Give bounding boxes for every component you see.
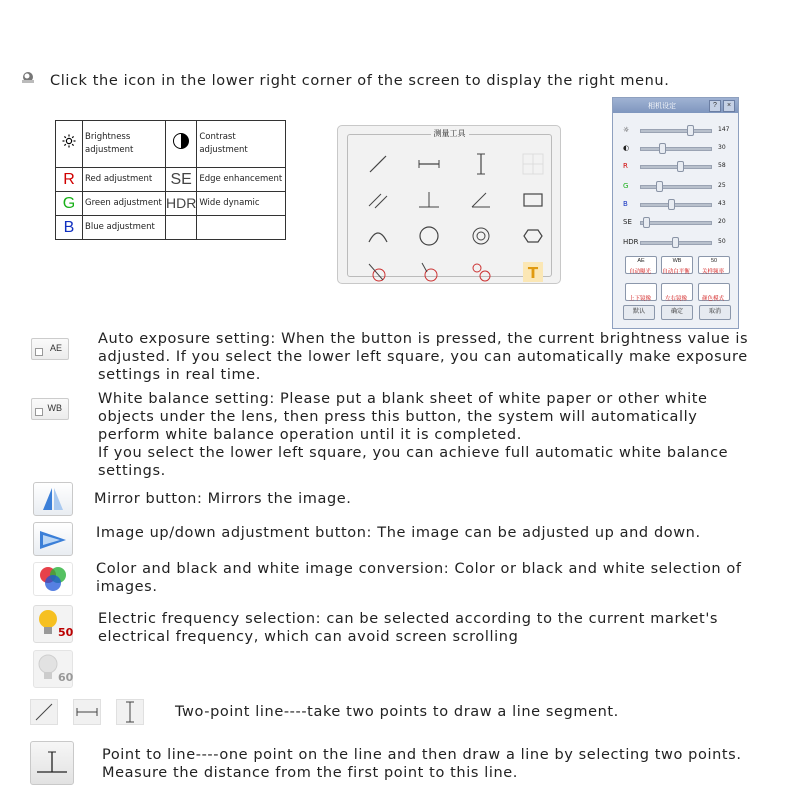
slider-thumb[interactable]	[672, 237, 679, 248]
mirror-description: Mirror button: Mirrors the image.	[94, 491, 352, 507]
freq-50-button[interactable]	[33, 605, 73, 643]
circle-tool-icon[interactable]	[416, 224, 442, 248]
slider-row	[623, 181, 735, 191]
camera-button-top: AE	[637, 258, 645, 264]
point-to-line-description: Point to line----one point on the line and then draw a line by selecting two points. Measure the distance from the first point to this line.	[102, 747, 742, 781]
two-point-description: Two-point line----take two points to draw a line segment.	[175, 704, 619, 720]
hdr-letter: HDR	[166, 191, 197, 215]
slider-track[interactable]	[640, 185, 712, 189]
slider-track[interactable]	[640, 165, 712, 169]
table-row	[56, 191, 286, 215]
wb-auto-checkbox[interactable]	[35, 408, 43, 416]
wb-description: White balance setting: Please put a blank sheet of white paper or other white objects under the lens, then press this button, the system will automatically perform white balance operation until it is completed. If you select the lower left square, you can achieve full automatic white balance settings.	[98, 391, 729, 479]
camera-button-label: 左右镜像	[664, 296, 687, 302]
point-to-line-icon	[31, 742, 73, 784]
ae-description: Auto exposure setting: When the button is pressed, the current brightness value is adjusted. If you select the lower left square, you can automatically make exposure settings in real time.	[98, 331, 749, 383]
slider-label: R	[623, 162, 628, 170]
cancel-button[interactable]: 取消	[699, 305, 731, 320]
slider-value: 25	[718, 182, 726, 189]
slider-label: ◐	[623, 144, 630, 152]
camera-button-label: 关样频率	[701, 269, 724, 275]
camera-button-top: 50	[710, 258, 718, 264]
slider-label: SE	[623, 218, 632, 226]
slider-track[interactable]	[640, 221, 712, 225]
camera-button-label: 上下镜像	[628, 296, 651, 302]
vertical-line-tool-icon[interactable]	[468, 152, 494, 176]
freq-description: Electric frequency selection: can be selected according to the current market's electrical frequency, which can avoid screen scrolling	[98, 611, 719, 645]
green-letter: G	[56, 191, 83, 215]
grid-tool-icon[interactable]	[520, 152, 546, 176]
default-button[interactable]: 默认	[623, 305, 655, 320]
intro-text: Click the icon in the lower right corner of the screen to display the right menu.	[50, 73, 670, 89]
slider-value: 30	[718, 144, 726, 151]
slider-thumb[interactable]	[687, 125, 694, 136]
text-tool-icon[interactable]	[520, 260, 546, 284]
slider-value: 20	[718, 218, 726, 225]
legend-label: Wide dynamic	[197, 191, 286, 215]
ae-auto-checkbox[interactable]	[35, 348, 43, 356]
updown-description: Image up/down adjustment button: The image can be adjusted up and down.	[96, 525, 701, 541]
line-tool-icon[interactable]	[30, 699, 58, 725]
legend-label: Green adjustment	[83, 191, 166, 215]
polygon-tool-icon[interactable]	[520, 224, 546, 248]
freq-60-label: 60	[58, 671, 74, 684]
freq-50-label: 50	[58, 626, 74, 639]
camera-settings-panel	[612, 97, 739, 329]
empty-cell	[197, 215, 286, 239]
slider-track[interactable]	[640, 129, 712, 133]
legend-label: Edge enhancement	[197, 167, 286, 191]
line-tool-icon[interactable]	[365, 152, 391, 176]
mirror-icon	[34, 483, 72, 515]
menu-toggle-icon[interactable]	[20, 70, 36, 84]
slider-row	[623, 237, 735, 247]
slider-label: ☼	[623, 126, 630, 134]
blue-letter: B	[56, 215, 83, 239]
measure-tools-frame	[347, 129, 552, 282]
slider-value: 147	[718, 126, 730, 133]
slider-label: G	[623, 182, 629, 190]
vertical-line-tool-icon[interactable]	[116, 699, 144, 725]
slider-row	[623, 143, 735, 153]
slider-thumb[interactable]	[659, 143, 666, 154]
color-mode-button[interactable]	[33, 562, 73, 596]
slider-track[interactable]	[640, 147, 712, 151]
table-row	[56, 215, 286, 239]
empty-cell	[166, 215, 197, 239]
table-row	[56, 167, 286, 191]
confirm-button[interactable]: 确定	[661, 305, 693, 320]
slider-label: B	[623, 200, 628, 208]
slider-row	[623, 161, 735, 171]
adjustment-legend-table	[55, 120, 286, 240]
camera-button-label: 自动白平衡	[662, 269, 690, 275]
measure-tools-panel	[337, 125, 561, 284]
slider-label: HDR	[623, 238, 639, 246]
slider-thumb[interactable]	[643, 217, 650, 228]
slider-value: 43	[718, 200, 726, 207]
camera-button-label: 颜色模式	[701, 296, 724, 302]
legend-label: Blue adjustment	[83, 215, 166, 239]
ae-button[interactable]	[31, 338, 69, 360]
flip-icon	[34, 523, 72, 555]
color-mode-icon	[34, 563, 72, 595]
table-row	[56, 121, 286, 168]
camera-settings-title: 相机设定	[648, 102, 676, 110]
point-to-line-button[interactable]	[30, 741, 74, 785]
brightness-icon	[56, 121, 83, 168]
mirror-button[interactable]	[33, 482, 73, 516]
parallel-line-tool-icon[interactable]	[365, 188, 391, 212]
camera-settings-header	[613, 98, 738, 113]
slider-row	[623, 199, 735, 209]
help-button[interactable]: ?	[709, 100, 721, 112]
horizontal-line-tool-icon[interactable]	[73, 699, 101, 725]
slider-value: 58	[718, 162, 726, 169]
slider-thumb[interactable]	[656, 181, 663, 192]
slider-row	[623, 217, 735, 227]
contrast-icon	[166, 121, 197, 168]
wb-button[interactable]	[31, 398, 69, 420]
updown-button[interactable]	[33, 522, 73, 556]
measure-tools-title: 测量工具	[431, 128, 469, 139]
circle-line-tool-icon[interactable]	[365, 260, 391, 284]
wb-button-label: WB	[47, 403, 62, 413]
camera-button-top: WB	[672, 258, 682, 264]
slider-thumb[interactable]	[668, 199, 675, 210]
arc-tool-icon[interactable]	[365, 224, 391, 248]
camera-button-label: 自动曝光	[628, 269, 651, 275]
two-circle-distance-tool-icon[interactable]	[468, 260, 494, 284]
legend-label: Brightness adjustment	[83, 121, 166, 168]
legend-label: Red adjustment	[83, 167, 166, 191]
angle-tool-icon[interactable]	[468, 188, 494, 212]
slider-track[interactable]	[640, 203, 712, 207]
slider-thumb[interactable]	[677, 161, 684, 172]
red-letter: R	[56, 167, 83, 191]
color-description: Color and black and white image conversion: Color or black and white selection of images.	[96, 561, 742, 595]
slider-row	[623, 125, 735, 135]
freq-60-button[interactable]	[33, 650, 73, 688]
concentric-circle-tool-icon[interactable]	[468, 224, 494, 248]
horizontal-line-tool-icon[interactable]	[416, 152, 442, 176]
close-button[interactable]: ×	[723, 100, 735, 112]
circle-point-tool-icon[interactable]	[416, 260, 442, 284]
legend-label: Contrast adjustment	[197, 121, 286, 168]
svg-text:T: T	[527, 264, 539, 282]
rectangle-tool-icon[interactable]	[520, 188, 546, 212]
se-letter: SE	[166, 167, 197, 191]
ae-button-label: AE	[49, 343, 62, 353]
point-to-line-tool-icon[interactable]	[416, 188, 442, 212]
slider-value: 50	[718, 238, 726, 245]
